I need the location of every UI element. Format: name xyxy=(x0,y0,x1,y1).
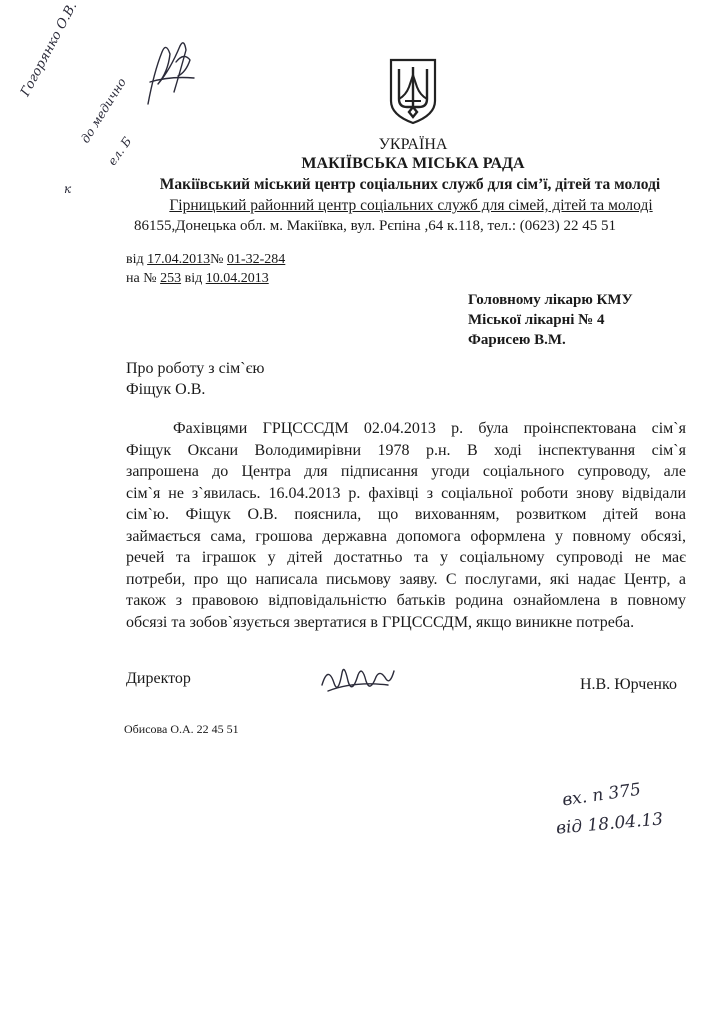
body-line: займається сама, грошова державна допомога оформлена у повному обсязі, xyxy=(126,527,686,545)
body-line: запрошена до Центра для підписання угоди соціального супроводу, але xyxy=(126,463,686,480)
ref-from-prefix: від xyxy=(126,252,144,267)
body-line: речей та іграшок у дітей достатньо та у соціальному супроводі не має xyxy=(126,549,686,566)
body-line: Фахівцями ГРЦСССДМ 02.04.2013 р. була проінспектована сім`я xyxy=(173,420,686,437)
handwritten-resolution-4: к xyxy=(64,182,72,196)
reply-date: 10.04.2013 xyxy=(205,271,269,286)
ref-no-label: № xyxy=(210,252,224,267)
body-line: обсязі та зобов`язується звертатися в ГРЦСССДМ, якщо виникне потреба. xyxy=(126,613,635,631)
handwritten-registration-1: вх. п 375 xyxy=(560,779,643,811)
resolution-signature xyxy=(140,32,200,112)
signatory-name: Н.В. Юрченко xyxy=(580,676,677,693)
reply-prefix: на № xyxy=(126,271,157,286)
body-line: сім`ю. Фіщук О.В. пояснила, що вихованням, розвитком дітей вона xyxy=(126,506,686,523)
body-line: сім`я не з`явилась. 16.04.2013 р. фахівці з соціальної роботи знову відвідали xyxy=(126,484,686,502)
handwritten-resolution-1: Гогорянко О.В. xyxy=(18,0,81,100)
subject-line: Фіщук О.В. xyxy=(126,381,206,398)
body-line: також з правовою відповідальністю батьків родина ознайомлена в повному xyxy=(126,592,686,609)
header-address: 86155,Донецька обл. м. Макіївка, вул. Рєпіна ,64 к.118, тел.: (0623) 22 45 51 xyxy=(134,218,617,234)
subject-block xyxy=(126,358,264,400)
body-line: потреби, про що написала письмову заяву. С послугами, які надає Центр, а xyxy=(126,570,686,588)
incoming-ref xyxy=(126,271,269,287)
signatory-position: Директор xyxy=(126,670,191,687)
reply-number: 253 xyxy=(160,271,182,286)
header-country: УКРАЇНА xyxy=(378,136,448,153)
addressee-line: Фарисею В.М. xyxy=(468,332,566,348)
outgoing-ref xyxy=(126,252,285,268)
handwritten-registration-2: від 18.04.13 xyxy=(555,809,664,839)
letter-body xyxy=(126,418,686,633)
handwritten-resolution-3: ел. Б xyxy=(105,134,135,169)
header-org: Макіївський міський центр соціальних служб для сім’ї, дітей та молоді xyxy=(159,176,661,193)
ref-date: 17.04.2013 xyxy=(147,252,211,267)
ref-number: 01-32-284 xyxy=(226,252,286,267)
header-dept: Гірницький районний центр соціальних служб для сімей, дітей та молоді xyxy=(169,197,653,214)
body-line: Фіщук Оксани Володимирівни 1978 р.н. В ході інспектування сім`я xyxy=(126,441,686,459)
subject-line: Про роботу з сім`єю xyxy=(126,360,265,377)
header-council: МАКІЇВСЬКА МІСЬКА РАДА xyxy=(301,155,525,172)
addressee-block xyxy=(468,290,633,350)
director-signature xyxy=(318,655,398,705)
reply-mid: від xyxy=(184,271,203,286)
addressee-line: Головному лікарю КМУ xyxy=(468,292,633,308)
executor-note: Обисова О.А. 22 45 51 xyxy=(124,722,239,736)
handwritten-resolution-2: до медично xyxy=(78,75,129,146)
addressee-line: Міської лікарні № 4 xyxy=(468,312,605,328)
trident-emblem xyxy=(388,57,438,125)
